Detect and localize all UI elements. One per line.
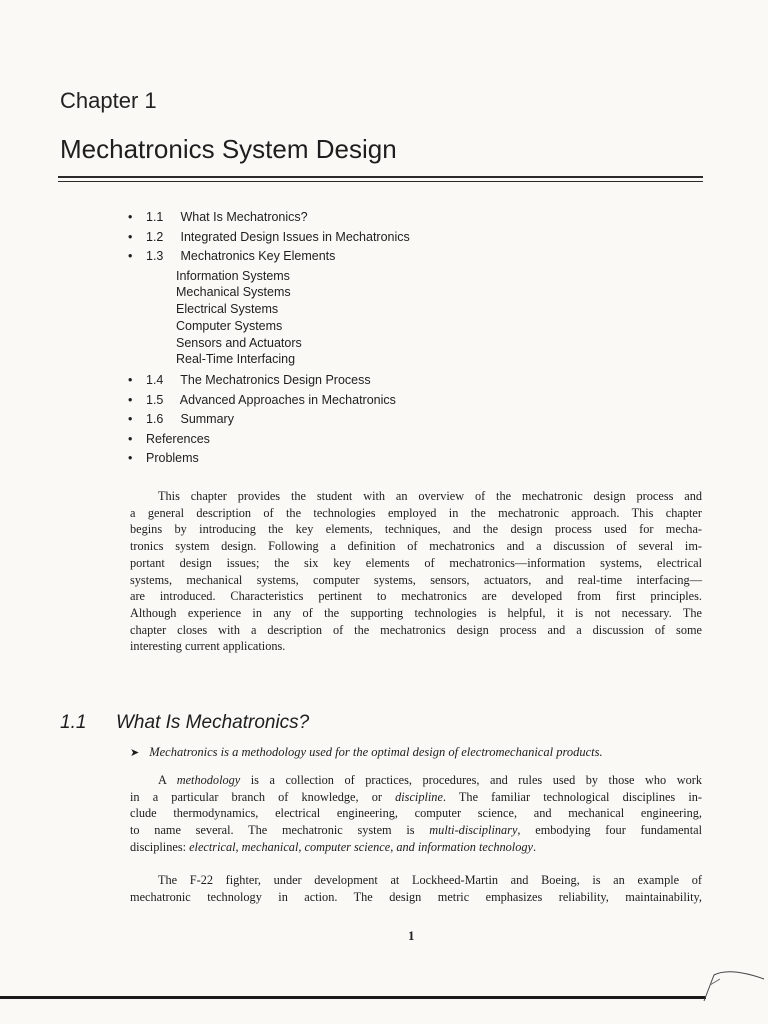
bullet-icon: • xyxy=(128,249,133,263)
outline-subitem: Mechanical Systems xyxy=(176,285,291,300)
emphasis-term: multi-disciplinary xyxy=(429,823,518,838)
section-title: What Is Mechatronics? xyxy=(116,712,310,733)
text-run: is a collection of practices, procedures, and rules used by those who work xyxy=(240,773,702,787)
bullet-icon: • xyxy=(128,229,133,244)
outline-item-label: Mechatronics Key Elements xyxy=(180,249,336,263)
outline-item xyxy=(128,228,410,248)
title-rule-thin xyxy=(58,181,703,182)
outline-subitem: Electrical Systems xyxy=(176,302,279,317)
footer-rule xyxy=(0,996,706,999)
section-number: 1.1 xyxy=(60,712,87,733)
outline-item-number: 1.3 xyxy=(146,249,164,263)
text-run: . xyxy=(532,839,537,854)
outline-item xyxy=(128,208,410,228)
outline-item-label: Summary xyxy=(180,412,234,427)
outline-item xyxy=(128,391,410,411)
text-run: , embodying four fundamental xyxy=(517,823,702,838)
page-curl-icon xyxy=(700,965,768,1005)
text-line xyxy=(130,822,702,839)
text-run: in a particular branch of knowledge, or xyxy=(130,789,396,804)
text-line: chapter closes with a description of the mechatronics design process and a discussion of some xyxy=(130,622,702,637)
bullet-icon: • xyxy=(128,431,133,446)
outline-subitem: Information Systems xyxy=(176,268,290,283)
intro-paragraph xyxy=(130,488,702,655)
outline-item-label: The Mechatronics Design Process xyxy=(180,373,371,388)
page-number: 1 xyxy=(408,928,415,943)
text-run: disciplines: xyxy=(130,839,190,854)
text-line: mechatronic technology in action. The design metric emphasizes reliability, maintainability, xyxy=(130,889,702,904)
outline-item xyxy=(128,430,410,450)
outline-item xyxy=(128,247,410,267)
text-line: systems, mechanical systems, computer systems, sensors, actuators, and real-time interfacing— xyxy=(130,572,702,587)
text-line: tronics system design. Following a definition of mechatronics and a discussion of several im- xyxy=(130,539,702,554)
text-line: Although experience in any of the supporting technologies is helpful, it is not necessary. The xyxy=(130,605,702,620)
chapter-label: Chapter 1 xyxy=(60,88,157,113)
outline-item xyxy=(128,410,410,430)
outline-item xyxy=(128,449,410,469)
outline-item-label: References xyxy=(146,431,210,446)
outline-item-label: Advanced Approaches in Mechatronics xyxy=(179,392,396,407)
text-line: begins by introducing the key elements, techniques, and the design process used for mecha- xyxy=(130,522,702,537)
bullet-icon: • xyxy=(128,412,133,427)
emphasis-term: discipline xyxy=(395,789,443,804)
outline-item-label: Problems xyxy=(146,451,199,466)
text-run: to name several. The mechatronic system is xyxy=(130,823,430,838)
key-point xyxy=(130,745,603,760)
outline-item-label: What Is Mechatronics? xyxy=(180,210,308,224)
outline-subitem: Computer Systems xyxy=(176,318,283,333)
outline-item-number: 1.6 xyxy=(146,412,164,427)
outline-item-number: 1.4 xyxy=(146,373,164,388)
outline-subitems xyxy=(128,267,410,372)
emphasis-term: electrical, mechanical, computer science, and information technology xyxy=(189,839,533,854)
key-point-text: Mechatronics is a methodology used for the optimal design of electromechanical products. xyxy=(149,745,603,759)
bullet-icon: • xyxy=(128,392,133,407)
outline-item-number: 1.2 xyxy=(146,229,164,244)
outline-subitem: Sensors and Actuators xyxy=(176,335,302,350)
text-line: clude thermodynamics, electrical engineering, computer science, and mechanical engineering, xyxy=(130,806,702,821)
text-line xyxy=(130,789,702,806)
outline-item-number: 1.1 xyxy=(146,210,164,224)
text-line xyxy=(130,839,702,856)
title-rule-thick xyxy=(58,176,703,178)
text-line: The F-22 fighter, under development at Lockheed-Martin and Boeing, is an example of xyxy=(158,873,702,887)
text-line xyxy=(130,772,702,789)
text-line: are introduced. Characteristics pertinent to mechatronics are developed from first principles. xyxy=(130,589,702,604)
emphasis-term: methodology xyxy=(176,773,241,787)
chapter-outline xyxy=(128,208,410,469)
text-run: A xyxy=(158,773,177,787)
text-line: interesting current applications. xyxy=(130,639,286,654)
outline-subitem: Real-Time Interfacing xyxy=(176,352,296,367)
outline-item-label: Integrated Design Issues in Mechatronics xyxy=(180,229,410,244)
text-line: This chapter provides the student with an overview of the mechatronic design process and xyxy=(158,489,702,503)
chapter-title: Mechatronics System Design xyxy=(60,134,397,164)
outline-item-number: 1.5 xyxy=(146,392,164,407)
text-line: portant design issues; the six key elements of mechatronics—information systems, electrical xyxy=(130,555,702,570)
f22-paragraph xyxy=(130,872,702,905)
outline-item xyxy=(128,371,410,391)
text-run: . The familiar technological disciplines in- xyxy=(442,789,703,804)
bullet-icon: • xyxy=(128,210,133,224)
arrow-icon: ➤ xyxy=(130,747,140,759)
section-heading xyxy=(60,712,309,734)
text-line: a general description of the technologies employed in the mechatronic approach. This chapter xyxy=(130,505,702,520)
bullet-icon: • xyxy=(128,451,133,466)
bullet-icon: • xyxy=(128,373,133,388)
methodology-paragraph xyxy=(130,772,702,856)
